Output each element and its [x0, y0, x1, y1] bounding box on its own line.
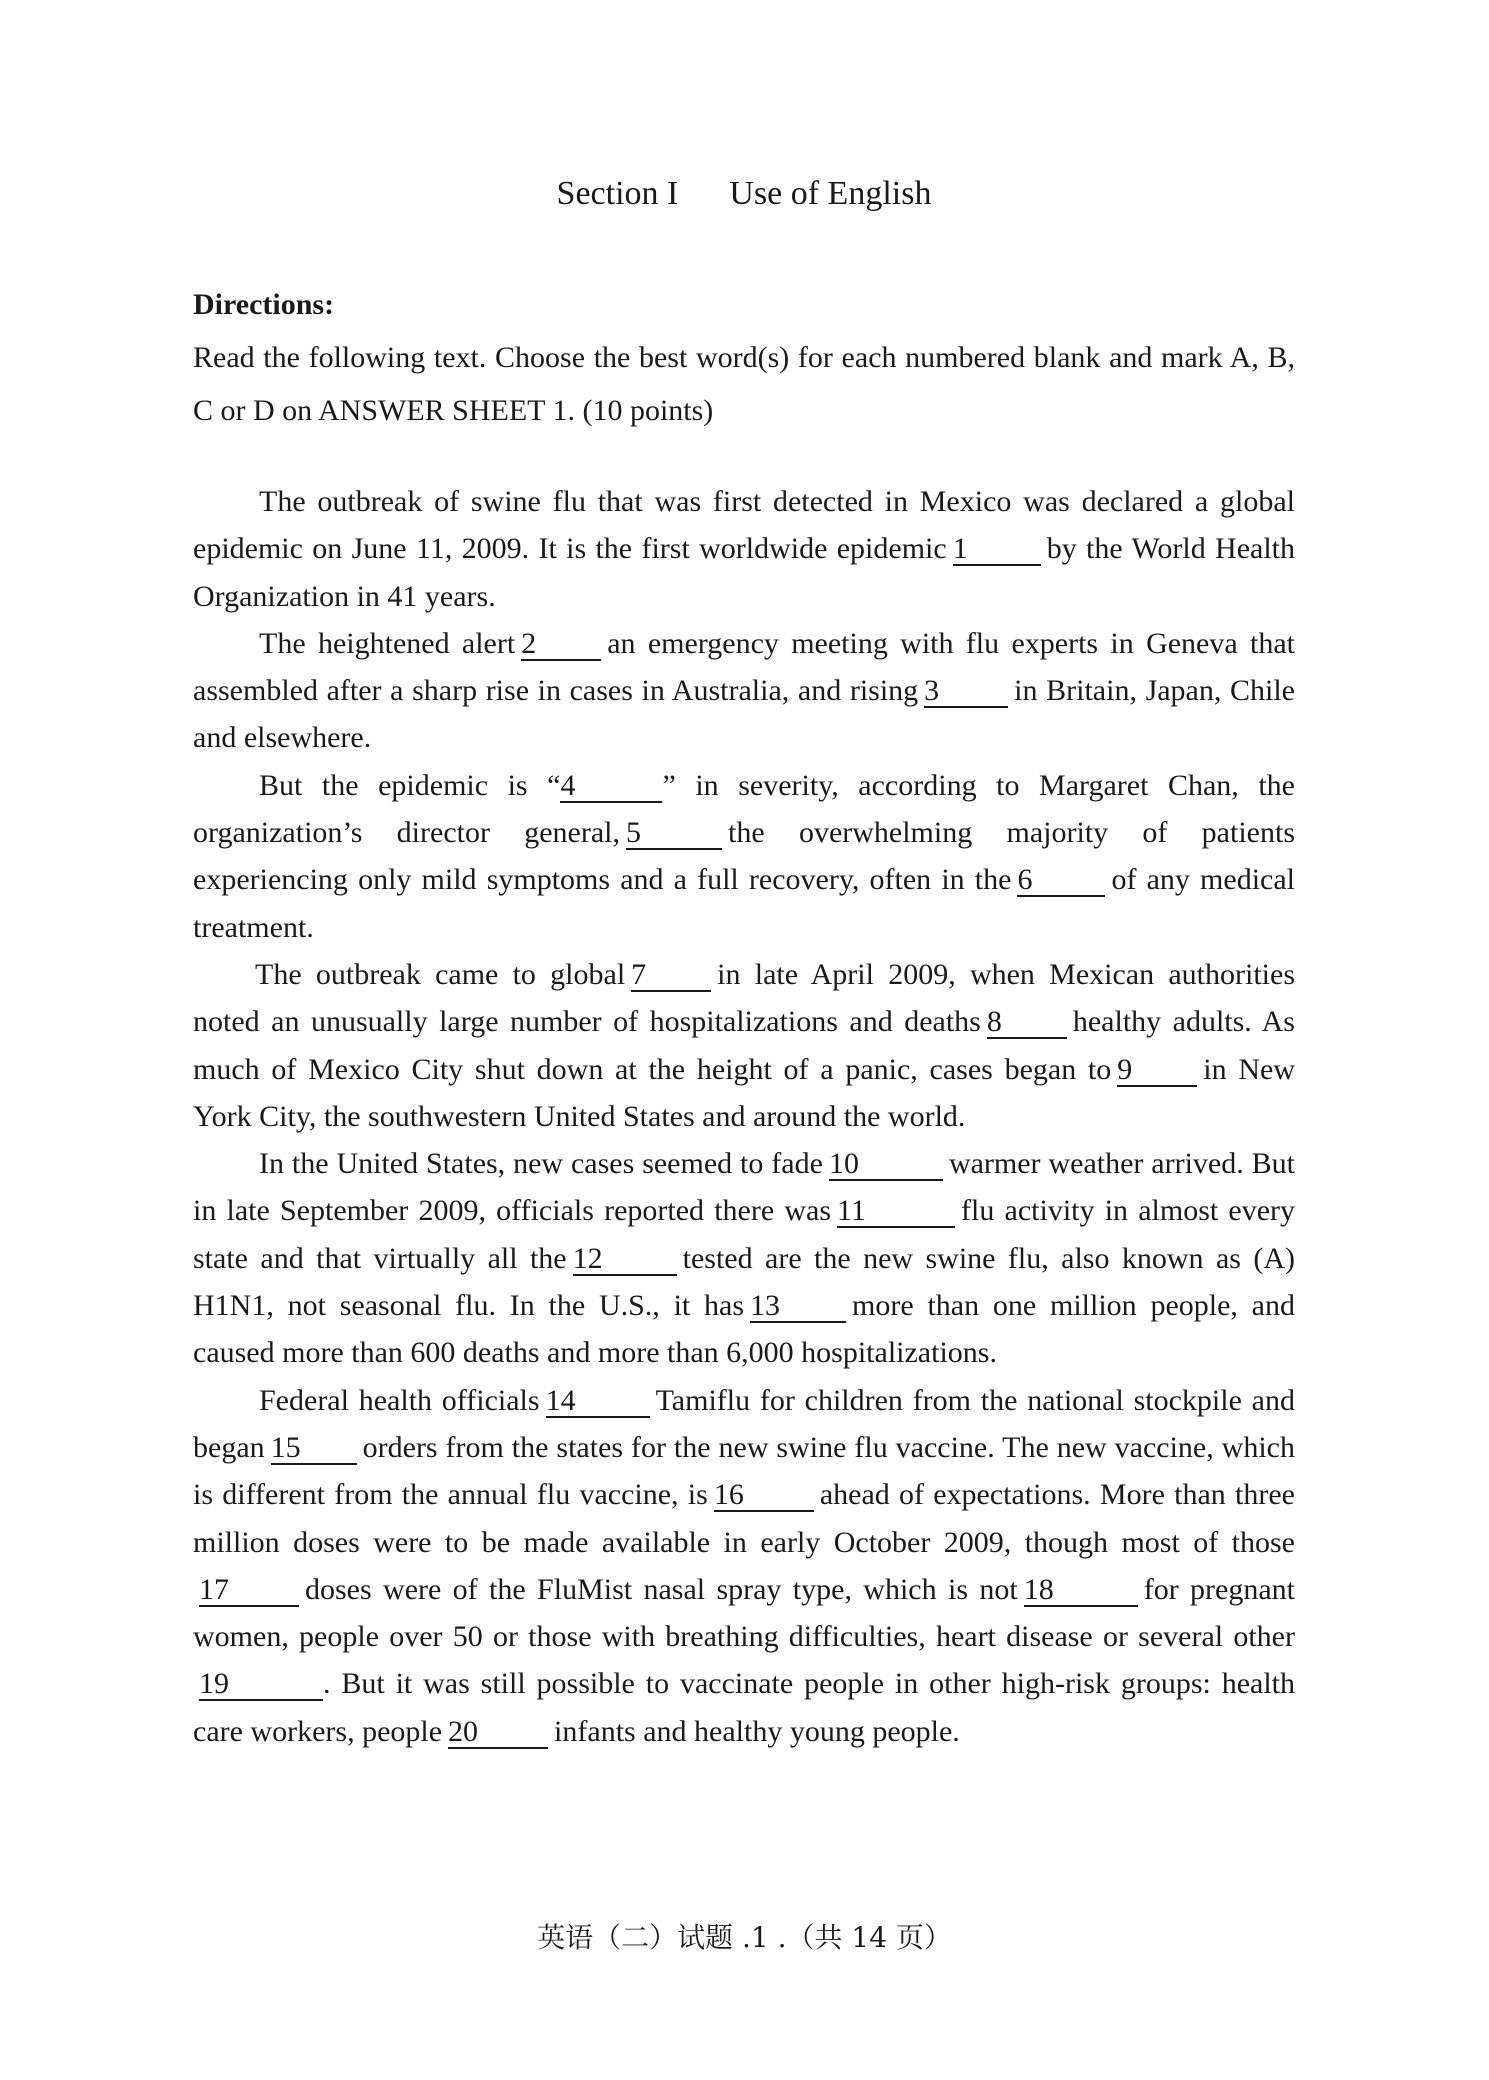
blank-3: 3 [924, 676, 1008, 708]
blank-15: 15 [271, 1433, 357, 1465]
passage-text: The outbreak of swine flu that was first detected in Mexico was declared a global epidemic on June 11, 2009. It is the first worldwide epidemic [193, 485, 1295, 566]
directions-block [193, 278, 1295, 437]
passage-text: flu activity in almost every state and that virtually all the [193, 1194, 1296, 1275]
passage-text: an emergency meeting with flu experts in Geneva that assembled after a sharp rise in cases in Australia, and rising [193, 626, 1295, 708]
passage-text: ” in severity, according to Margaret Chan, the organization’s director general, [193, 768, 1295, 850]
passage [193, 478, 1295, 1755]
passage-text: doses were of the FluMist nasal spray type, which is not [305, 1572, 1018, 1606]
passage-text: Federal health officials [259, 1383, 540, 1417]
passage-text: ahead of expectations. More than three million doses were to be made available in early October 2009, though most of those [193, 1478, 1295, 1559]
blank-13: 13 [750, 1291, 846, 1323]
blank-14: 14 [546, 1386, 650, 1418]
passage-text: orders from the states for the new swine flu vaccine. The new vaccine, which is different from the annual flu vaccine, is [193, 1430, 1295, 1512]
passage-text: But the epidemic is “ [259, 768, 561, 802]
blank-4: 4 [560, 771, 662, 803]
blank-19: 19 [199, 1669, 323, 1701]
passage-text: warmer weather arrived. But in late September 2009, officials reported there was [193, 1147, 1296, 1228]
paragraph-2 [193, 620, 1295, 762]
passage-text: in late April 2009, when Mexican authorities noted an unusually large number of hospitalizations and deaths [193, 957, 1295, 1039]
passage-text: of any medical treatment. [193, 863, 1295, 944]
blank-10: 10 [829, 1149, 943, 1181]
page-footer: 英语（二）试题 .1 .（共 14 页） [537, 1921, 952, 1954]
passage-text: . But it was still possible to vaccinate people in other high-risk groups: health care workers, people [193, 1667, 1295, 1748]
passage-text: tested are the new swine flu, also known as (A) H1N1, not seasonal flu. In the U.S., it has [193, 1241, 1296, 1323]
passage-text: more than one million people, and caused more than 600 deaths and more than 6,000 hospitalizations. [193, 1289, 1295, 1370]
passage-text: healthy adults. As much of Mexico City shut down at the height of a panic, cases began to [193, 1005, 1295, 1086]
passage-text: The heightened alert [259, 626, 516, 660]
passage-text: The outbreak came to global [255, 957, 626, 991]
blank-8: 8 [987, 1007, 1067, 1039]
blank-20: 20 [448, 1717, 548, 1749]
blank-5: 5 [626, 818, 722, 850]
paragraph-5 [193, 1140, 1295, 1376]
directions-text: Read the following text. Choose the best word(s) for each numbered blank and mark A, B, C or D on ANSWER SHEET 1. (10 points) [193, 341, 1295, 427]
passage-text: the overwhelming majority of patients experiencing only mild symptoms and a full recovery, often in the [193, 816, 1295, 897]
passage-text: in New York City, the southwestern United States and around the world. [193, 1052, 1295, 1133]
paragraph-3 [193, 762, 1295, 951]
passage-text: by the World Health Organization in 41 years. [193, 532, 1296, 613]
blank-9: 9 [1117, 1055, 1197, 1087]
paragraph-1 [193, 478, 1295, 620]
blank-17: 17 [199, 1575, 299, 1607]
blank-1: 1 [953, 534, 1041, 566]
blank-18: 18 [1024, 1575, 1138, 1607]
blank-11: 11 [837, 1196, 955, 1228]
blank-2: 2 [521, 629, 601, 661]
passage-text: Tamiflu for children from the national stockpile and began [193, 1383, 1295, 1464]
blank-16: 16 [714, 1480, 814, 1512]
blank-7: 7 [631, 960, 711, 992]
blank-12: 12 [573, 1244, 677, 1276]
passage-text: in Britain, Japan, Chile and elsewhere. [193, 674, 1295, 755]
passage-text: infants and healthy young people. [554, 1714, 960, 1748]
blank-6: 6 [1017, 865, 1105, 897]
paragraph-6 [193, 1377, 1295, 1755]
section-title: Section I Use of English [556, 175, 932, 212]
paragraph-4 [193, 951, 1295, 1140]
directions-label: Directions: [193, 288, 335, 321]
passage-text: In the United States, new cases seemed to fade [259, 1147, 823, 1181]
passage-text: for pregnant women, people over 50 or those with breathing difficulties, heart disease or several other [193, 1572, 1296, 1654]
